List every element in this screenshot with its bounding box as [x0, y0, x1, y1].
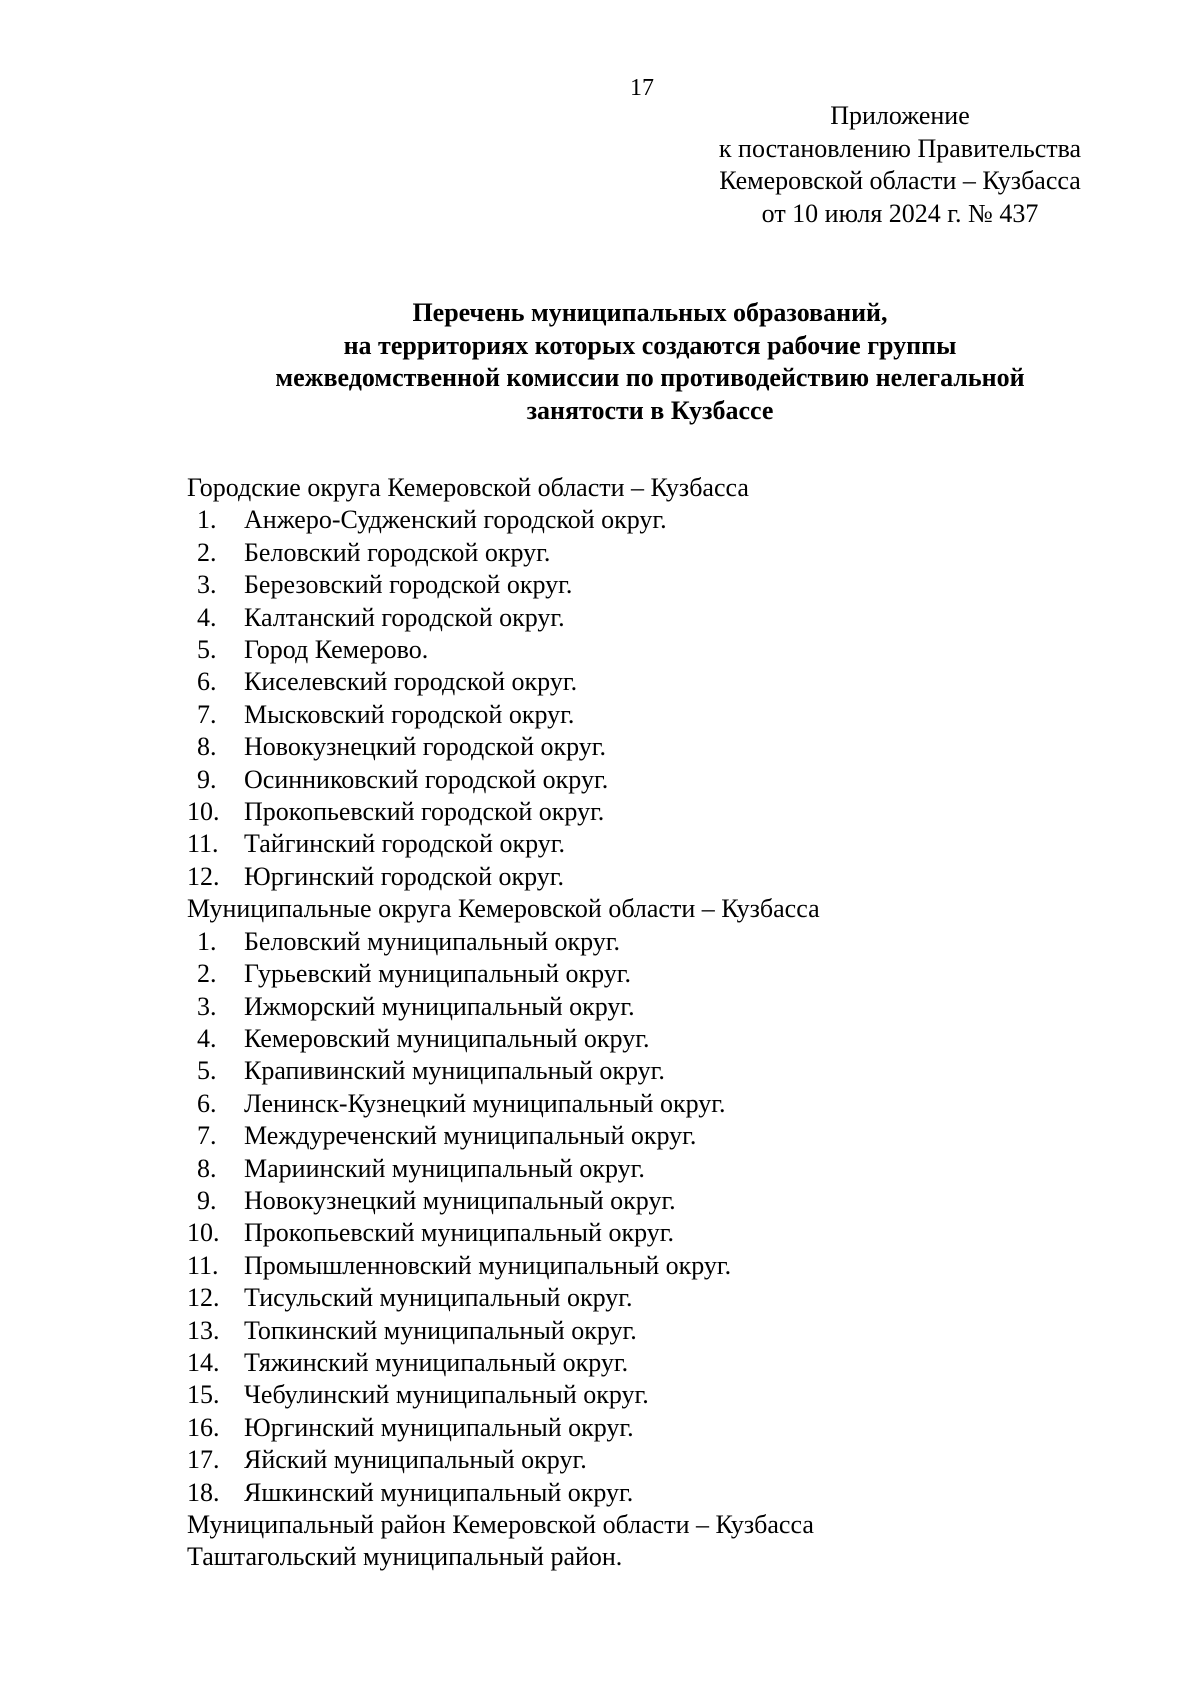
list-item: Таштагольский муниципальный район.: [187, 1542, 623, 1572]
item-number: 12.: [187, 861, 220, 891]
document-title: [0, 297, 1200, 427]
list-item: [187, 1412, 1147, 1444]
list-item: [187, 602, 1147, 634]
list-item: [187, 1120, 1147, 1152]
title-line: на территориях которых создаются рабочие группы: [343, 330, 957, 360]
item-number: 2.: [197, 537, 217, 567]
list-item: [187, 1444, 1147, 1476]
item-text: Киселевский городской округ.: [244, 667, 578, 697]
item-number: 9.: [197, 1185, 217, 1215]
list-item: [187, 764, 1147, 796]
item-text: Юргинский городской округ.: [244, 861, 564, 891]
list-item: [187, 569, 1147, 601]
title-line: занятости в Кузбассе: [526, 395, 774, 425]
item-text: Тисульский муниципальный округ.: [244, 1283, 633, 1313]
item-number: 1.: [197, 926, 217, 956]
item-text: Крапивинский муниципальный округ.: [244, 1056, 665, 1086]
item-number: 1.: [197, 505, 217, 535]
list-item: [187, 1055, 1147, 1087]
item-number: 2.: [197, 959, 217, 989]
item-number: 18.: [187, 1477, 220, 1507]
item-text: Анжеро-Судженский городской округ.: [244, 505, 667, 535]
list-item: [187, 634, 1147, 666]
list-item: [187, 1153, 1147, 1185]
list-item: [187, 1185, 1147, 1217]
list-item: [187, 1250, 1147, 1282]
item-number: 14.: [187, 1347, 220, 1377]
item-number: 5.: [197, 635, 217, 665]
list-item: [187, 699, 1147, 731]
item-text: Яйский муниципальный округ.: [244, 1445, 587, 1475]
item-number: 3.: [197, 991, 217, 1021]
list-item: [187, 861, 1147, 893]
item-text: Прокопьевский муниципальный округ.: [244, 1218, 674, 1248]
item-number: 9.: [197, 764, 217, 794]
item-text: Юргинский муниципальный округ.: [244, 1412, 634, 1442]
item-text: Междуреченский муниципальный округ.: [244, 1121, 697, 1151]
item-number: 6.: [197, 667, 217, 697]
list-item: [187, 1217, 1147, 1249]
item-number: 8.: [197, 732, 217, 762]
list-item: [187, 1379, 1147, 1411]
item-text: Мариинский муниципальный округ.: [244, 1153, 645, 1183]
item-number: 7.: [197, 699, 217, 729]
item-number: 15.: [187, 1380, 220, 1410]
item-text: Тяжинский муниципальный округ.: [244, 1347, 629, 1377]
list-item: [187, 958, 1147, 990]
list-item: [187, 1347, 1147, 1379]
item-text: Город Кемерово.: [244, 635, 429, 665]
list-item: [187, 666, 1147, 698]
item-number: 8.: [197, 1153, 217, 1183]
item-text: Осинниковский городской округ.: [244, 764, 609, 794]
item-text: Прокопьевский городской округ.: [244, 797, 605, 827]
appendix-line: Кемеровской области – Кузбасса: [719, 166, 1081, 195]
item-text: Тайгинский городской округ.: [244, 829, 565, 859]
item-text: Беловский городской округ.: [244, 537, 551, 567]
list-item: [187, 537, 1147, 569]
title-line: межведомственной комиссии по противодействию нелегальной: [275, 363, 1025, 392]
item-text: Березовский городской округ.: [244, 570, 573, 600]
list-item: [187, 1282, 1147, 1314]
item-text: Кемеровский муниципальный округ.: [244, 1023, 650, 1053]
list-item: [187, 1088, 1147, 1120]
municipalities-list: [187, 472, 1147, 1574]
item-number: 11.: [187, 829, 219, 859]
appendix-line: Приложение: [830, 101, 970, 130]
item-number: 13.: [187, 1315, 220, 1345]
item-number: 3.: [197, 570, 217, 600]
list-item: [187, 991, 1147, 1023]
list-item: [187, 504, 1147, 536]
item-number: 4.: [197, 602, 217, 632]
item-number: 10.: [187, 1218, 220, 1248]
item-text: Ижморский муниципальный округ.: [244, 991, 635, 1021]
item-text: Гурьевский муниципальный округ.: [244, 959, 632, 989]
list-item: [187, 1023, 1147, 1055]
item-text: Яшкинский муниципальный округ.: [244, 1477, 634, 1507]
item-number: 4.: [197, 1023, 217, 1053]
item-text: Промышленновский муниципальный округ.: [244, 1250, 732, 1280]
item-text: Ленинск-Кузнецкий муниципальный округ.: [244, 1088, 726, 1118]
list-item: [187, 796, 1147, 828]
list-item: [187, 828, 1147, 860]
item-text: Мысковский городской округ.: [244, 699, 575, 729]
list-item: [187, 1315, 1147, 1347]
item-text: Чебулинский муниципальный округ.: [244, 1380, 649, 1410]
section-heading: Городские округа Кемеровской области – Кузбасса: [187, 473, 749, 502]
item-number: 6.: [197, 1088, 217, 1118]
list-item: [187, 926, 1147, 958]
list-item: [187, 1477, 1147, 1509]
item-number: 11.: [187, 1250, 219, 1280]
appendix-line: к постановлению Правительства: [718, 133, 1082, 163]
item-number: 7.: [197, 1121, 217, 1151]
item-text: Новокузнецкий городской округ.: [244, 732, 607, 762]
appendix-block: [690, 100, 1110, 230]
title-line: Перечень муниципальных образований,: [412, 298, 888, 327]
item-number: 17.: [187, 1445, 220, 1475]
item-number: 16.: [187, 1412, 220, 1442]
section-heading: Муниципальный район Кемеровской области – Кузбасса: [187, 1510, 814, 1539]
appendix-line: от 10 июля 2024 г. № 437: [761, 198, 1039, 228]
item-number: 12.: [187, 1283, 220, 1313]
list-item: [187, 731, 1147, 763]
item-text: Беловский муниципальный округ.: [244, 926, 621, 956]
item-number: 10.: [187, 797, 220, 827]
section-heading: Муниципальные округа Кемеровской области – Кузбасса: [187, 894, 820, 924]
item-text: Новокузнецкий муниципальный округ.: [244, 1185, 676, 1215]
item-number: 5.: [197, 1056, 217, 1086]
item-text: Калтанский городской округ.: [244, 602, 565, 632]
item-text: Топкинский муниципальный округ.: [244, 1315, 637, 1345]
page-number: 17: [630, 75, 654, 101]
